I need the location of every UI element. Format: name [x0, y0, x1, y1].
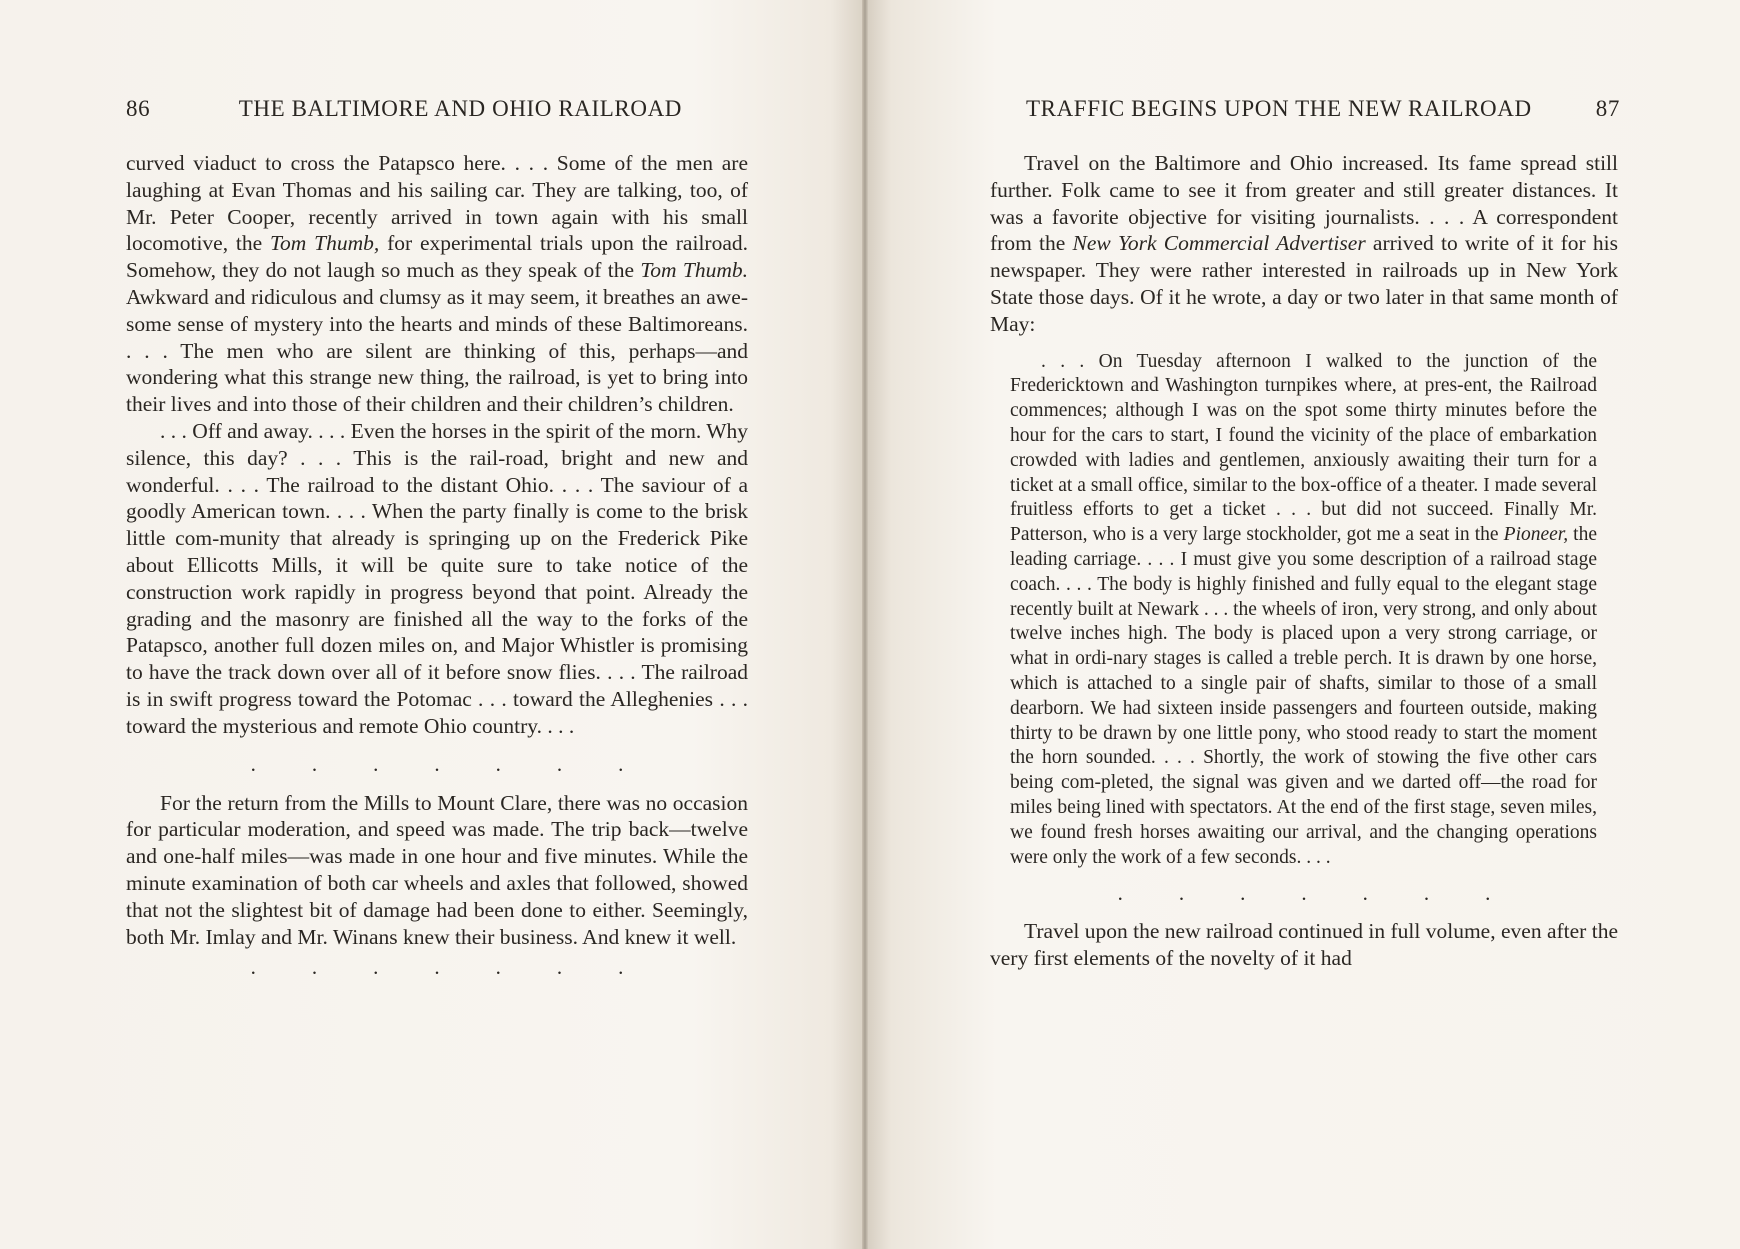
ellipsis-dot: . — [250, 752, 256, 777]
section-break-dots — [126, 950, 748, 984]
ellipsis-dot: . — [618, 752, 624, 777]
paragraph: For the return from the Mills to Mount Clare, there was no occasion for particular moderation, and speed was made. The trip back—twelve and one-half miles—was made in one hour and five minutes. While the minute examination of both car wheels and axles that followed, showed that not the slightest bit of damage had been done to either. Seemingly, both Mr. Imlay and Mr. Winans knew their business. And knew it well. — [126, 790, 748, 949]
ellipsis-dot: . — [1301, 880, 1307, 905]
page-number-right: 87 — [1595, 96, 1620, 121]
block-quote — [1010, 350, 1597, 871]
left-page-header — [126, 96, 682, 122]
running-head-right: TRAFFIC BEGINS UPON THE NEW RAILROAD — [1026, 96, 1532, 121]
ellipsis-dot: . — [618, 954, 624, 979]
ellipsis-dot: . — [495, 954, 501, 979]
paragraph: Travel on the Baltimore and Ohio increased. Its fame spread still further. Folk came to see it from greater and still greater distances. It was a favorite objective for visiting journalists. . . . A correspondent from the New York Commercial Advertiser arrived to write of it for his newspaper. They were rather interested in railroads up in New York State those days. Of it he wrote, a day or two later in that same month of May: — [990, 151, 1618, 336]
paragraph: Travel upon the new railroad continued in full volume, even after the very first elements of the novelty of it had — [990, 919, 1618, 971]
ellipsis-dot: . — [556, 752, 563, 777]
section-break-dots — [990, 876, 1618, 910]
paragraph: curved viaduct to cross the Patapsco here. . . . Some of the men are laughing at Evan Thomas and his sailing car. They are talking, too, of Mr. Peter Cooper, recently arrived in town again with his small locomotive, the Tom Thumb, for experimental trials upon the railroad. Somehow, they do not laugh so much as they speak of the Tom Thumb. Awkward and ridiculous and clumsy as it may seem, it breathes an awe-some sense of mystery into the hearts and minds of these Baltimoreans. . . . The men who are silent are thinking of this, perhaps—and wondering what this strange new thing, the railroad, is yet to bring into their lives and into those of their children and their children’s children. — [126, 151, 749, 417]
ellipsis-dot: . — [373, 954, 379, 979]
ellipsis-dot: . — [250, 954, 256, 979]
left-page — [0, 0, 865, 1249]
book-gutter — [862, 0, 868, 1249]
ellipsis-dot: . — [434, 752, 440, 777]
right-page-body — [990, 150, 1618, 972]
ellipsis-dot: . — [1423, 880, 1430, 905]
ellipsis-dot: . — [556, 954, 563, 979]
ellipsis-dot: . — [311, 954, 318, 979]
ellipsis-dot: . — [434, 954, 440, 979]
paragraph: . . . Off and away. . . . Even the horses in the spirit of the morn. Why silence, this day? . . . This is the rail-road, bright and new and wonderful. . . . The railroad to the distant Ohio. . . . The saviour of a goodly American town. . . . When the party finally is come to the brisk little com-munity that already is springing up on the Frederick Pike about Ellicotts Mills, it will be quite sure to take notice of the construction work rapidly in progress beyond that point. Already the grading and the masonry are finished all the way to the forks of the Patapsco, another full dozen miles on, and Major Whistler is promising to have the track down over all of it before snow flies. . . . The railroad is in swift progress toward the Potomac . . . toward the Alleghenies . . . toward the mysterious and remote Ohio country. . . . — [126, 418, 748, 738]
ellipsis-dot: . — [1485, 880, 1491, 905]
ellipsis-dot: . — [311, 752, 318, 777]
running-head-left: THE BALTIMORE AND OHIO RAILROAD — [238, 96, 682, 121]
left-page-body — [126, 150, 748, 984]
ellipsis-dot: . — [1362, 880, 1368, 905]
page-number-left: 86 — [126, 96, 151, 121]
ellipsis-dot: . — [495, 752, 501, 777]
right-page-header — [1026, 96, 1620, 122]
section-break-dots — [126, 748, 748, 782]
right-page — [865, 0, 1740, 1249]
ellipsis-dot: . — [1178, 880, 1185, 905]
ellipsis-dot: . — [373, 752, 379, 777]
quote-paragraph: . . . On Tuesday afternoon I walked to the junction of the Fredericktown and Washington turnpikes where, at pres-ent, the Railroad commences; although I was on the spot some thirty minutes before the hour for the cars to start, I found the vicinity of the place of embarkation crowded with ladies and gentlemen, anxiously awaiting their turn for a ticket at a small office, similar to the box-office of a theater. I made several fruitless efforts to get a ticket . . . but did not succeed. Finally Mr. Patterson, who is a very large stockholder, got me a seat in the Pioneer, the leading carriage. . . . I must give you some description of a railroad stage coach. . . . The body is highly finished and fully equal to the elegant stage recently built at Newark . . . the wheels of iron, very strong, and only about twelve inches high. The body is placed upon a very strong carriage, or what in ordi-nary stages is called a treble perch. It is drawn by one horse, which is attached to a single pair of shafts, similar to those of a small dearborn. We had sixteen inside passengers and fourteen outside, making thirty to be drawn by one little pony, who stood ready to start the moment the horn sounded. . . . Shortly, the work of stowing the five other cars being com-pleted, the signal was given and we darted off—the road for miles being lined with spectators. At the end of the first stage, seven miles, we found fresh horses awaiting our arrival, and the changing operations were only the work of a few seconds. . . . — [1010, 350, 1598, 868]
ellipsis-dot: . — [1240, 880, 1246, 905]
ellipsis-dot: . — [1117, 880, 1123, 905]
